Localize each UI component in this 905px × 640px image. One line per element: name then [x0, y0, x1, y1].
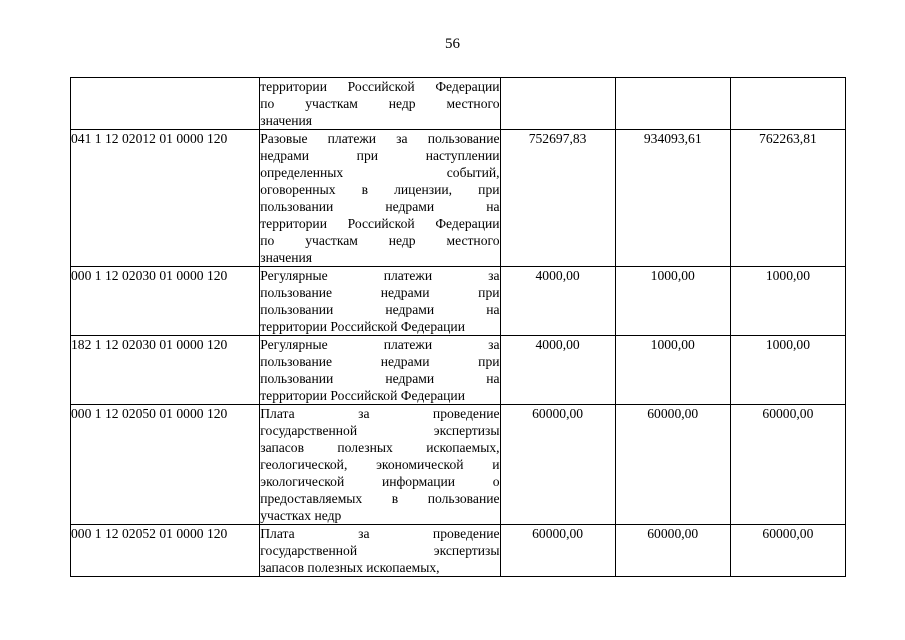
amount-cell-3 [730, 78, 845, 130]
amount-cell-3: 1000,00 [730, 267, 845, 336]
revenue-name-line: экологической информации о [260, 474, 500, 489]
revenue-name-line: участках недр [260, 508, 342, 523]
table-row [71, 267, 846, 336]
table-row [71, 78, 846, 130]
revenue-name-line: недрами при наступлении [260, 148, 500, 163]
revenue-name-line: геологической, экономической и [260, 457, 500, 472]
revenue-name-line: пользовании недрами на [260, 371, 500, 386]
revenue-name-line: запасов полезных ископаемых, [260, 560, 440, 575]
revenue-name-line: территории Российской Федерации [260, 79, 500, 94]
revenue-name-line: значения [260, 113, 313, 128]
amount-cell-2: 60000,00 [615, 525, 730, 577]
revenue-name-line: определенных событий, [260, 165, 500, 180]
amount-cell-2: 934093,61 [615, 130, 730, 267]
classification-code-cell: 000 1 12 02050 01 0000 120 [71, 405, 260, 525]
amount-cell-1: 752697,83 [500, 130, 615, 267]
revenue-name-cell [260, 78, 500, 130]
amount-cell-1: 60000,00 [500, 405, 615, 525]
amount-cell-2: 1000,00 [615, 336, 730, 405]
revenue-name-line: по участкам недр местного [260, 233, 500, 248]
classification-code-cell: 041 1 12 02012 01 0000 120 [71, 130, 260, 267]
amount-cell-3: 1000,00 [730, 336, 845, 405]
classification-code-cell: 000 1 12 02052 01 0000 120 [71, 525, 260, 577]
table-row [71, 130, 846, 267]
revenue-name-line: территории Российской Федерации [260, 388, 465, 403]
revenue-name-line: предоставляемых в пользование [260, 491, 500, 506]
revenue-name-line: территории Российской Федерации [260, 319, 465, 334]
revenue-name-line: пользовании недрами на [260, 199, 500, 214]
revenue-name-line: Регулярные платежи за [260, 268, 500, 283]
revenue-name-line: оговоренных в лицензии, при [260, 182, 500, 197]
amount-cell-3: 60000,00 [730, 405, 845, 525]
classification-code-cell: 000 1 12 02030 01 0000 120 [71, 267, 260, 336]
revenue-name-line: пользовании недрами на [260, 302, 500, 317]
amount-cell-1 [500, 78, 615, 130]
revenue-name-line: пользование недрами при [260, 354, 500, 369]
revenue-name-cell [260, 405, 500, 525]
revenue-name-line: государственной экспертизы [260, 543, 500, 558]
budget-table-body [71, 78, 846, 577]
amount-cell-2: 60000,00 [615, 405, 730, 525]
revenue-name-line: Плата за проведение [260, 406, 500, 421]
revenue-name-cell [260, 130, 500, 267]
classification-code-cell [71, 78, 260, 130]
classification-code-cell: 182 1 12 02030 01 0000 120 [71, 336, 260, 405]
amount-cell-2: 1000,00 [615, 267, 730, 336]
revenue-name-line: государственной экспертизы [260, 423, 500, 438]
revenue-name-line: запасов полезных ископаемых, [260, 440, 500, 455]
page-number: 56 [445, 36, 460, 52]
table-row [71, 336, 846, 405]
revenue-name-line: Регулярные платежи за [260, 337, 500, 352]
table-row [71, 525, 846, 577]
revenue-name-line: территории Российской Федерации [260, 216, 500, 231]
amount-cell-1: 4000,00 [500, 267, 615, 336]
revenue-name-cell [260, 336, 500, 405]
revenue-name-cell [260, 267, 500, 336]
amount-cell-3: 762263,81 [730, 130, 845, 267]
amount-cell-1: 60000,00 [500, 525, 615, 577]
revenue-name-line: Разовые платежи за пользование [260, 131, 500, 146]
revenue-name-line: значения [260, 250, 313, 265]
amount-cell-3: 60000,00 [730, 525, 845, 577]
budget-table [70, 77, 846, 577]
amount-cell-2 [615, 78, 730, 130]
revenue-name-line: пользование недрами при [260, 285, 500, 300]
revenue-name-cell [260, 525, 500, 577]
amount-cell-1: 4000,00 [500, 336, 615, 405]
revenue-name-line: Плата за проведение [260, 526, 500, 541]
table-row [71, 405, 846, 525]
revenue-name-line: по участкам недр местного [260, 96, 500, 111]
